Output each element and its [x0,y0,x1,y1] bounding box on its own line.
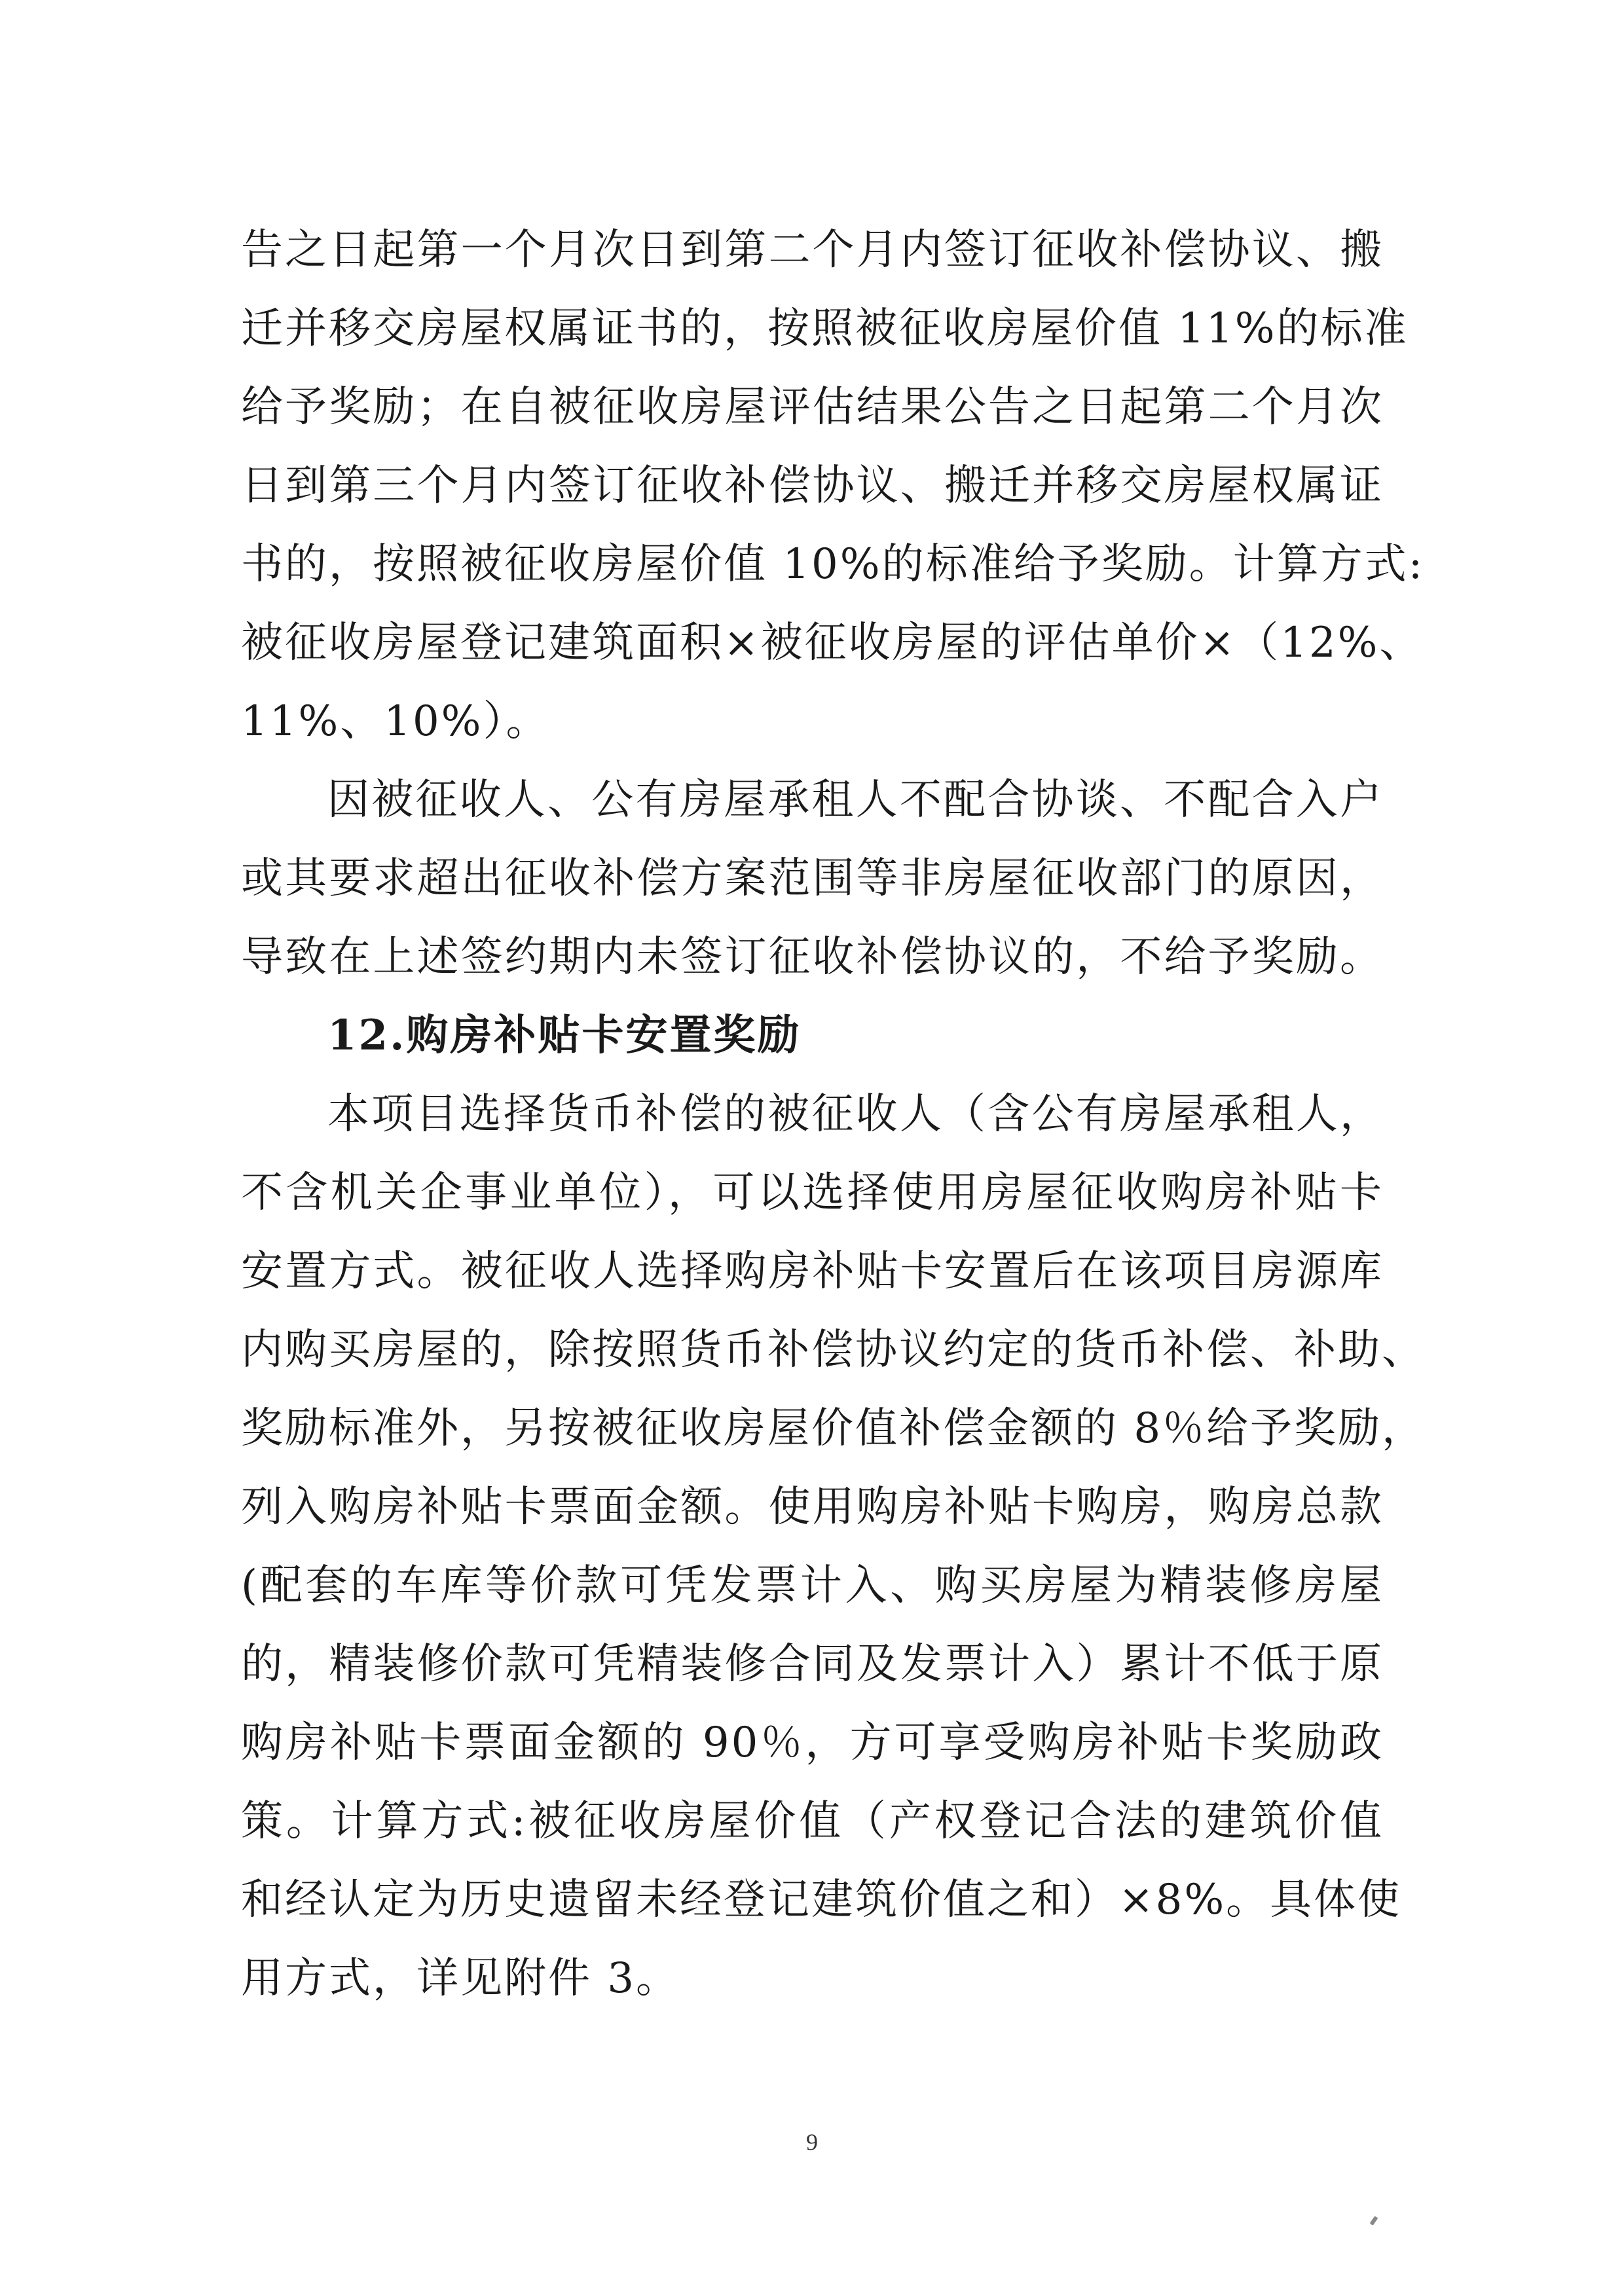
page-number: 9 [806,2129,818,2155]
paragraph-line: 告之日起第一个月次日到第二个月内签订征收补偿协议、搬 [241,226,1384,274]
paragraph-line: 列入购房补贴卡票面金额。使用购房补贴卡购房，购房总款 [241,1483,1384,1531]
scan-speck [1370,2216,1378,2226]
paragraph-line: 购房补贴卡票面金额的 90％，方可享受购房补贴卡奖励政 [241,1719,1384,1767]
paragraph-line: 或其要求超出征收补偿方案范围等非房屋征收部门的原因， [241,854,1384,903]
section-heading: 12.购房补贴卡安置奖励 [327,1011,802,1060]
paragraph-line: (配套的车库等价款可凭发票计入、购买房屋为精装修房屋 [241,1561,1384,1610]
paragraph-line: 策。计算方式:被征收房屋价值（产权登记合法的建筑价值 [241,1797,1384,1846]
paragraph-line: 给予奖励；在自被征收房屋评估结果公告之日起第二个月次 [241,383,1384,431]
paragraph-line: 日到第三个月内签订征收补偿协议、搬迁并移交房屋权属证 [241,462,1384,510]
paragraph-line: 安置方式。被征收人选择购房补贴卡安置后在该项目房源库 [241,1247,1384,1296]
paragraph-line: 迁并移交房屋权属证书的，按照被征收房屋价值 11%的标准 [241,304,1409,353]
paragraph-line: 11%、10%）。 [241,697,550,746]
paragraph-line: 奖励标准外，另按被征收房屋价值补偿金额的 8％给予奖励， [241,1404,1426,1453]
paragraph-line: 书的，按照被征收房屋价值 10%的标准给予奖励。计算方式: [241,540,1425,589]
paragraph-line: 因被征收人、公有房屋承租人不配合协谈、不配合入户 [327,776,1384,824]
paragraph-line: 内购买房屋的，除按照货币补偿协议约定的货币补偿、补助、 [241,1326,1426,1374]
paragraph-line: 本项目选择货币补偿的被征收人（含公有房屋承租人， [327,1090,1384,1139]
paragraph-line: 和经认定为历史遗留未经登记建筑价值之和）×8%。具体使 [241,1876,1402,1924]
paragraph-line: 用方式，详见附件 3。 [241,1954,680,2003]
paragraph-line: 被征收房屋登记建筑面积×被征收房屋的评估单价×（12%、 [241,619,1424,667]
paragraph-line: 导致在上述签约期内未签订征收补偿协议的，不给予奖励。 [241,933,1384,981]
paragraph-line: 不含机关企事业单位），可以选择使用房屋征收购房补贴卡 [241,1169,1384,1217]
paragraph-line: 的，精装修价款可凭精装修合同及发票计入）累计不低于原 [241,1640,1384,1688]
